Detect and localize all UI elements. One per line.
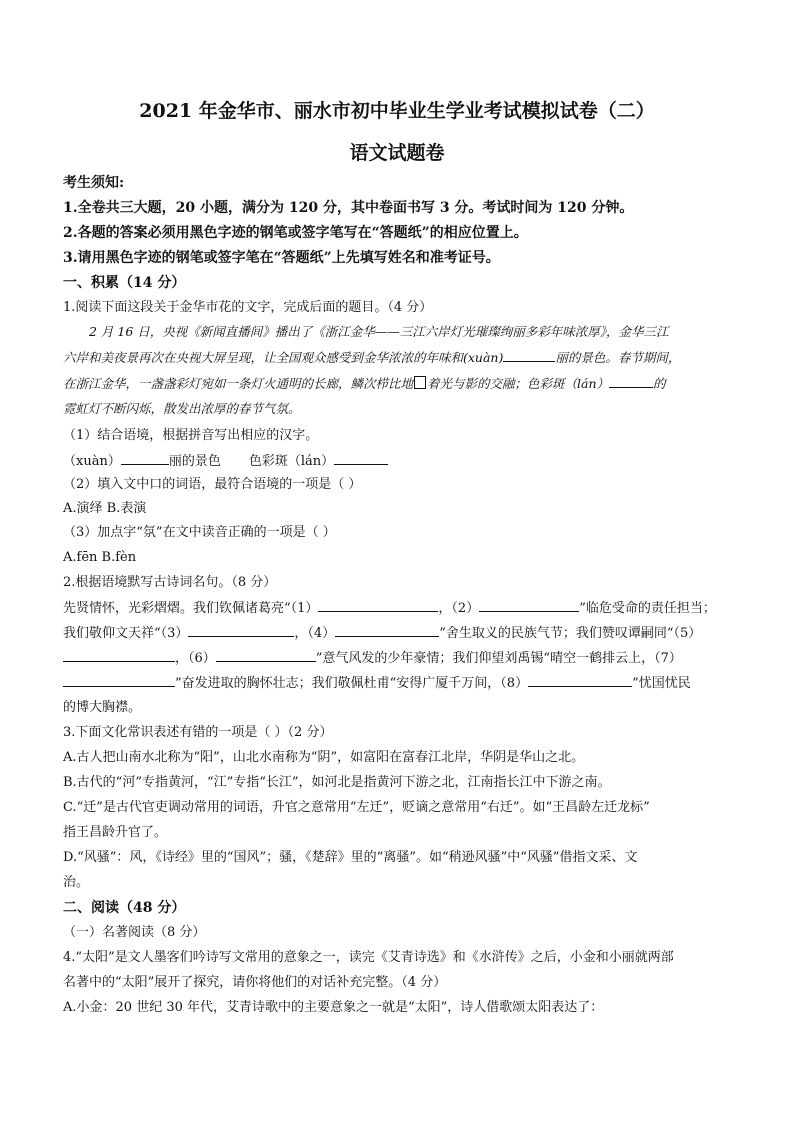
notice-heading: 考生须知:	[63, 175, 125, 191]
q1-sub3: （3）加点字“氛”在文中读音正确的一项是（ ）	[63, 525, 336, 540]
sub1-label-a: （xuàn）	[63, 454, 121, 469]
q3-option-c-line-1: C.“迁”是古代官吏调动常用的词语，升官之意常用“左迁”，贬谪之意常用“右迁”。如“王昌龄左迁龙标”	[63, 800, 650, 815]
q3-option-c-line-2: 指王昌龄升官了。	[63, 825, 168, 840]
q3-option-a: A.古人把山南水北称为“阳”，山北水南称为“阴”，如富阳在富春江北岸，华阴是华山之北。	[63, 750, 585, 765]
poem-blank-3[interactable]	[188, 624, 294, 637]
q3-option-b: B.古代的“河”专指黄河，“江”专指“长江”，如河北是指黄河下游之北，江南指长江中下游之南。	[63, 775, 611, 790]
q2-line-3	[63, 649, 735, 668]
q2-text: ”意气风发的少年豪情；我们仰望刘禹锡“晴空一鹤排云上，（7）	[315, 651, 682, 666]
q2-text: ，（4）	[294, 626, 336, 641]
section-1-heading: 一、积累（14 分）	[63, 275, 186, 291]
q4-line-3: A.小金：20 世纪 30 年代，艾青诗歌中的主要意象之一就是“太阳”，诗人借歌颂太阳表达了：	[63, 1000, 604, 1015]
exam-subtitle: 语文试题卷	[349, 142, 445, 164]
exam-title: 2021 年金华市、丽水市初中毕业生学业考试模拟试卷（二）	[139, 100, 655, 122]
poem-blank-5[interactable]	[63, 649, 175, 662]
poem-blank-4[interactable]	[335, 624, 439, 637]
q3-option-d-line-2: 治。	[63, 875, 90, 890]
sub1-label-b: 色彩斑（lán）	[248, 454, 335, 469]
q2-line-2	[63, 624, 735, 643]
sub1-label-a2: 丽的景色	[168, 454, 221, 469]
answer-blank-lan[interactable]	[334, 452, 388, 465]
q2-line-5: 的博大胸襟。	[63, 700, 142, 715]
q1-passage-line-2	[63, 349, 735, 367]
notice-item-1: 1.全卷共三大题，20 小题，满分为 120 分，其中卷面书写 3 分。考试时间为 120 分钟。	[63, 200, 634, 216]
q1-sub3-options: A.fēn B.fèn	[63, 550, 137, 565]
q2-line-1	[63, 599, 735, 618]
passage-text: 在浙江金华，一盏盏彩灯宛如一条灯火通明的长廊，鳞次栉比地	[63, 376, 414, 391]
q1-passage-line-3	[63, 375, 735, 393]
q3-option-d-line-1: D.“风骚”：风，《诗经》里的“国风”；骚，《楚辞》里的“离骚”。如“稍逊风骚”中“风骚”借指文采、文	[63, 850, 638, 865]
q2-text: 先贤情怀，光彩熠熠。我们钦佩诸葛亮“（1）	[63, 601, 319, 616]
passage-text: 丽的景色。春节期间，	[555, 350, 681, 365]
section-2-subheading: （一）名著阅读（8 分）	[63, 925, 206, 940]
q2-text: ”临危受命的责任担当；	[579, 601, 716, 616]
q2-line-4	[63, 674, 735, 693]
blank-lan[interactable]	[609, 375, 653, 388]
q2-text: ”舍生取义的民族气节；我们赞叹谭嗣同“（5）	[439, 626, 702, 641]
q1-passage-line-1: 2 月 16 日，央视《新闻直播间》播出了《浙江金华——三江六岸灯光璀璨绚丽多彩年味浓厚》，金华三江	[89, 324, 669, 339]
poem-blank-2[interactable]	[479, 599, 579, 612]
q2-text: 我们敬仰文天祥“（3）	[63, 626, 189, 641]
poem-blank-1[interactable]	[318, 599, 438, 612]
passage-text: 六岸和美夜景再次在央视大屏呈现，让全国观众感受到金华浓浓的年味和(xuàn)	[63, 350, 504, 365]
blank-xuan[interactable]	[503, 349, 555, 362]
notice-item-2: 2.各题的答案必须用黑色字迹的钢笔或签字笔写在“答题纸”的相应位置上。	[63, 225, 528, 241]
poem-blank-6[interactable]	[216, 649, 316, 662]
q1-sub1: （1）结合语境，根据拼音写出相应的汉字。	[63, 428, 319, 443]
q1-sub2: （2）填入文中口的词语，最符合语境的一项是（ ）	[63, 477, 362, 492]
passage-text: 的	[653, 376, 666, 391]
q1-sub1-answers	[63, 452, 735, 471]
notice-item-3: 3.请用黑色字迹的钢笔或签字笔在“答题纸”上先填写姓名和准考证号。	[63, 250, 500, 266]
q1-passage-line-4: 霓虹灯不断闪烁，散发出浓厚的春节气氛。	[63, 401, 301, 416]
q1-sub2-options: A.演绎 B.表演	[63, 501, 147, 516]
poem-blank-7[interactable]	[63, 674, 175, 687]
section-2-heading: 二、阅读（48 分）	[63, 900, 186, 916]
q2-text: ”奋发进取的胸怀壮志；我们敬佩杜甫“安得广厦千万间，（8）	[175, 676, 529, 691]
q2-text: ，（6）	[175, 651, 216, 666]
blank-box[interactable]	[414, 376, 426, 389]
poem-blank-8[interactable]	[528, 674, 632, 687]
q2-text: ”忧国忧民	[632, 676, 691, 691]
q1-stem: 1.阅读下面这段关于金华市花的文字，完成后面的题目。（4 分）	[63, 300, 433, 315]
q3-stem: 3.下面文化常识表述有错的一项是（ ）（2 分）	[63, 725, 333, 740]
answer-blank-xuan[interactable]	[121, 452, 169, 465]
q4-line-1: 4.“太阳”是文人墨客们吟诗写文常用的意象之一，读完《艾青诗选》和《水浒传》之后，小金和小丽就两部	[63, 950, 674, 965]
q4-line-2: 名著中的“太阳”展开了探究，请你将他们的对话补充完整。（4 分）	[63, 975, 447, 990]
q2-text: ，（2）	[438, 601, 480, 616]
passage-text: 着光与影的交融；色彩斑（lán）	[427, 376, 610, 391]
q2-stem: 2.根据语境默写古诗词名句。（8 分）	[63, 575, 277, 590]
